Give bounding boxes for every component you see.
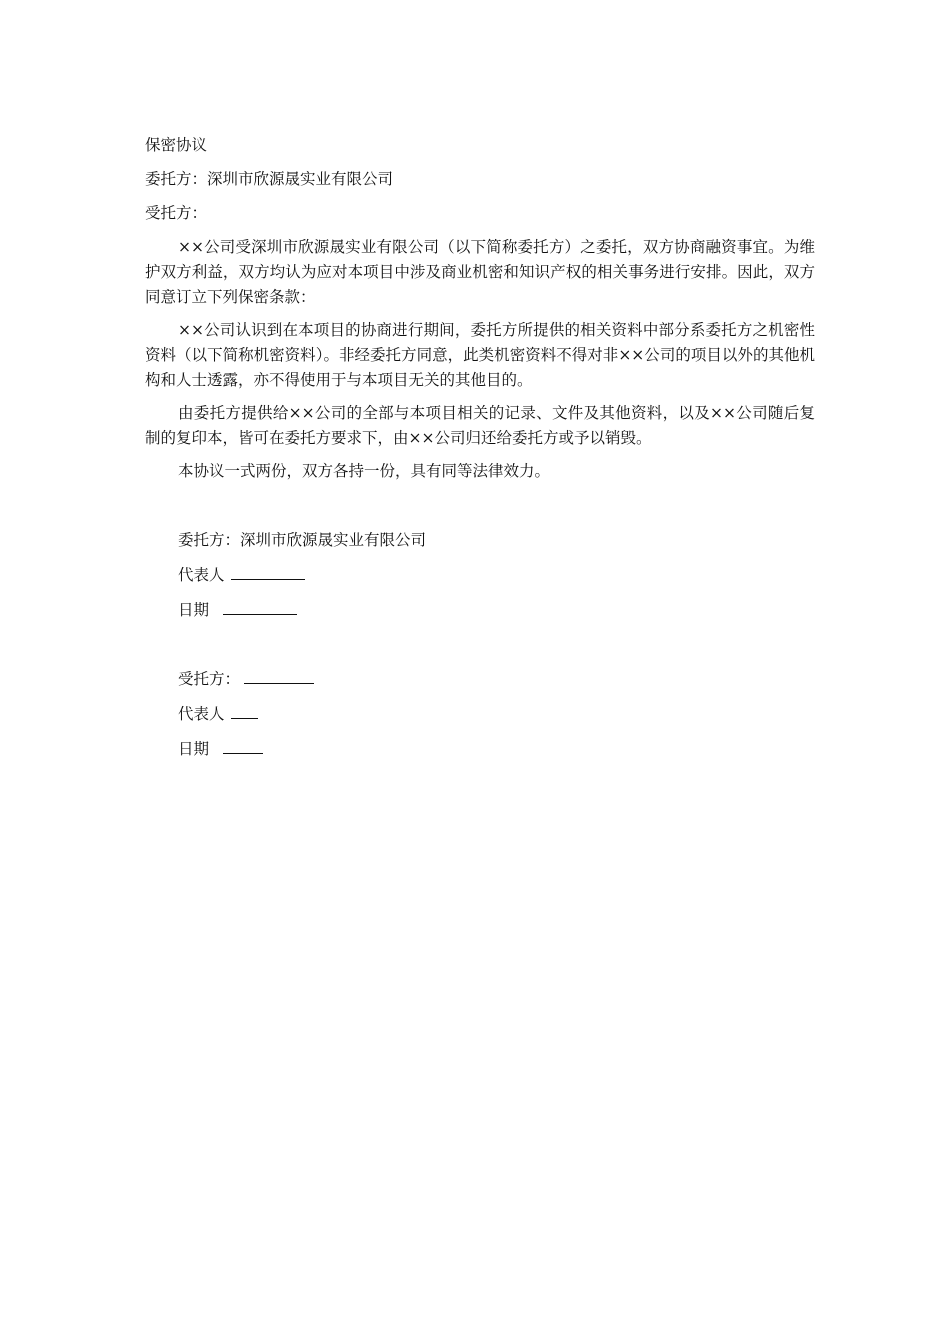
- signature-block-party-b: [145, 666, 815, 762]
- clause-paragraph-1: ××公司受深圳市欣源晟实业有限公司（以下简称委托方）之委托，双方协商融资事宜。为维护双方利益，双方均认为应对本项目中涉及商业机密和知识产权的相关事务进行安排。因此，双方同意订立下列保密条款：: [145, 238, 815, 306]
- document-title: 保密协议: [145, 136, 208, 154]
- signature-b-representative-blank[interactable]: [231, 701, 258, 719]
- signature-b-party-blank[interactable]: [244, 666, 314, 684]
- signature-block-party-a: [145, 528, 815, 623]
- signature-a-representative-row: [178, 562, 815, 588]
- signature-a-date-row: [178, 597, 815, 623]
- party-b-line: 受托方：: [145, 204, 208, 222]
- signature-a-representative-blank[interactable]: [231, 562, 305, 580]
- signature-b-date-blank[interactable]: [223, 736, 263, 754]
- signature-b-date-row: [178, 736, 815, 762]
- signature-b-date-label: 日期: [178, 740, 210, 758]
- signature-a-representative-label: 代表人: [178, 566, 225, 584]
- clause-paragraph-4: 本协议一式两份，双方各持一份，具有同等法律效力。: [178, 462, 551, 480]
- signature-b-party-row: [178, 666, 815, 692]
- clause-paragraph-3: 由委托方提供给××公司的全部与本项目相关的记录、文件及其他资料，以及××公司随后复制的复印本，皆可在委托方要求下，由××公司归还给委托方或予以销毁。: [145, 404, 815, 447]
- clause-paragraph-2: ××公司认识到在本项目的协商进行期间，委托方所提供的相关资料中部分系委托方之机密性资料（以下简称机密资料）。非经委托方同意，此类机密资料不得对非××公司的项目以外的其他机构和人士透露，亦不得使用于与本项目无关的其他目的。: [145, 321, 815, 389]
- party-a-line: 委托方：深圳市欣源晟实业有限公司: [145, 170, 394, 188]
- signature-a-date-blank[interactable]: [223, 597, 297, 615]
- signature-a-date-label: 日期: [178, 601, 210, 619]
- signature-b-representative-label: 代表人: [178, 705, 225, 723]
- signature-a-party: 委托方：深圳市欣源晟实业有限公司: [178, 531, 427, 549]
- signature-b-party-label: 受托方：: [178, 670, 241, 688]
- signature-b-representative-row: [178, 701, 815, 727]
- document-body: [145, 133, 815, 771]
